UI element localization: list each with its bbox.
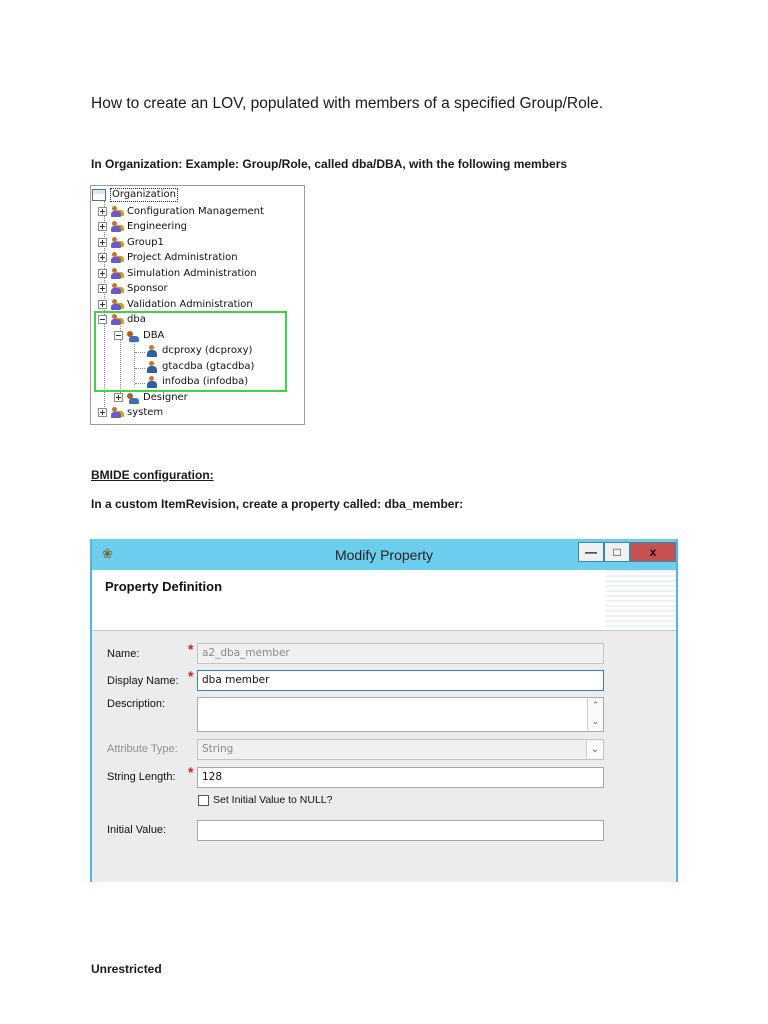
required-marker: * (188, 668, 194, 684)
tree-member-item[interactable]: infodba (infodba) (146, 374, 248, 389)
required-marker: * (188, 764, 194, 780)
chevron-down-icon[interactable]: ⌄ (586, 741, 603, 758)
modify-property-dialog (90, 539, 678, 882)
expand-icon[interactable] (98, 253, 107, 262)
display-name-input[interactable]: dba member (197, 670, 604, 691)
required-marker: * (188, 641, 194, 657)
maximize-button[interactable]: □ (604, 542, 630, 562)
null-checkbox[interactable] (198, 795, 209, 806)
scroll-up-icon[interactable]: ⌃ (587, 698, 603, 714)
close-button[interactable]: x (630, 542, 676, 562)
tree-member-item[interactable]: dcproxy (dcproxy) (146, 343, 252, 358)
bmide-heading: BMIDE configuration: (91, 468, 214, 482)
dialog-header (92, 570, 676, 631)
attribute-type-label: Attribute Type: (107, 743, 178, 755)
tree-group-item[interactable]: Group1 (98, 235, 164, 250)
tree-group-dba[interactable]: dba (98, 312, 146, 327)
expand-icon[interactable] (98, 238, 107, 247)
group-icon (111, 206, 123, 218)
tree-group-item[interactable]: Simulation Administration (98, 266, 257, 281)
description-scrollbar[interactable] (587, 698, 603, 731)
tree-group-item[interactable]: Engineering (98, 219, 187, 234)
members-highlight-box (94, 311, 287, 392)
tree-root[interactable]: Organization (92, 187, 178, 202)
app-icon: ❀ (102, 546, 113, 561)
tree-group-item[interactable]: Validation Administration (98, 297, 253, 312)
classification-footer: Unrestricted (91, 962, 162, 976)
expand-icon[interactable] (98, 222, 107, 231)
tree-member-item[interactable]: gtacdba (gtacdba) (146, 359, 254, 374)
role-icon (127, 392, 139, 404)
name-label: Name: (107, 648, 140, 660)
group-icon (111, 407, 123, 419)
attribute-type-select[interactable]: String ⌄ (197, 739, 604, 760)
banner-decoration (606, 570, 676, 631)
group-icon (111, 252, 123, 264)
null-checkbox-label: Set Initial Value to NULL? (213, 794, 333, 806)
tree-group-system[interactable]: system (98, 405, 163, 420)
group-icon (111, 299, 123, 311)
string-length-input[interactable]: 128 (197, 767, 604, 788)
tree-group-item[interactable]: Configuration Management (98, 204, 264, 219)
expand-icon[interactable] (98, 300, 107, 309)
expand-icon[interactable] (98, 408, 107, 417)
description-textarea[interactable] (197, 697, 604, 732)
tree-role-dba[interactable]: DBA (114, 328, 164, 343)
dialog-titlebar[interactable] (92, 539, 676, 570)
org-intro-text: In Organization: Example: Group/Role, called dba/DBA, with the following members (91, 157, 568, 171)
group-icon (111, 221, 123, 233)
organization-icon (92, 189, 106, 201)
custom-property-text: In a custom ItemRevision, create a property called: dba_member: (91, 497, 464, 511)
display-name-label: Display Name: (107, 675, 179, 687)
expand-icon[interactable] (98, 284, 107, 293)
group-icon (111, 237, 123, 249)
tree-group-item[interactable]: Project Administration (98, 250, 238, 265)
minimize-button[interactable]: — (578, 542, 604, 562)
group-icon (111, 268, 123, 280)
initial-value-input[interactable] (197, 820, 604, 841)
scroll-down-icon[interactable]: ⌄ (587, 714, 603, 730)
tree-role-designer[interactable]: Designer (114, 390, 188, 405)
document-title: How to create an LOV, populated with members of a specified Group/Role. (91, 95, 604, 112)
expand-icon[interactable] (114, 393, 123, 402)
expand-icon[interactable] (98, 207, 107, 216)
dialog-title: Modify Property (334, 547, 434, 563)
tree-group-item[interactable]: Sponsor (98, 281, 168, 296)
group-icon (111, 283, 123, 295)
section-title: Property Definition (105, 579, 223, 594)
name-input[interactable]: a2_dba_member (197, 643, 604, 664)
description-label: Description: (107, 698, 166, 710)
initial-value-label: Initial Value: (107, 824, 167, 836)
expand-icon[interactable] (98, 269, 107, 278)
string-length-label: String Length: (107, 771, 176, 783)
